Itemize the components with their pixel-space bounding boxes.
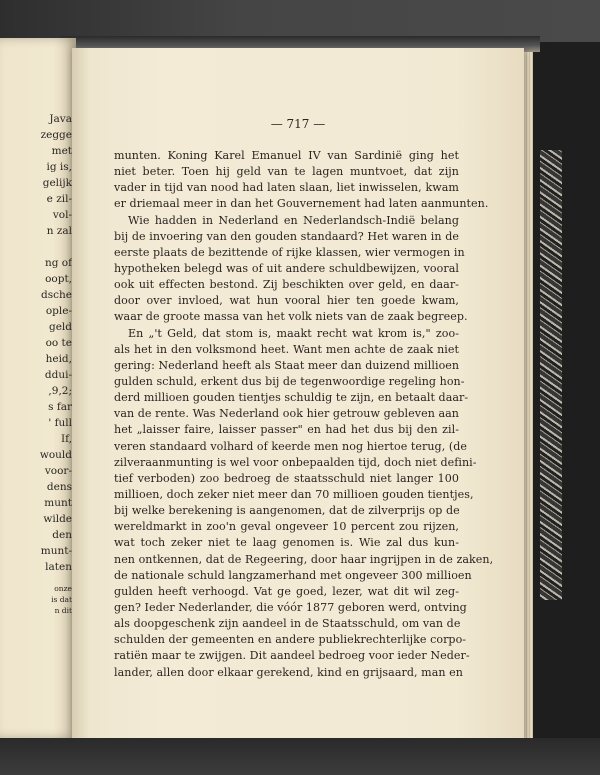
left-page-line: voor- xyxy=(44,465,72,477)
text-line: gen? Ieder Nederlander, die vóór 1877 geboren werd, ontving xyxy=(114,600,467,614)
left-page-line: ig is, xyxy=(46,161,72,173)
left-page-line: e zil- xyxy=(46,193,72,205)
left-page-line: met xyxy=(51,145,72,157)
text-line: derd millioen gouden tientjes schuldig te zijn, en betaalt daar- xyxy=(114,391,469,405)
left-page-line: munt- xyxy=(40,545,72,557)
text-line: vader in tijd van nood had laten slaan, liet inwisselen, kwam xyxy=(114,181,459,195)
left-page-line: s far xyxy=(48,401,72,413)
left-page-line: munt xyxy=(44,497,72,509)
marbled-edge xyxy=(540,150,562,600)
text-line: munten. Koning Karel Emanuel IV van Sardinië ging het xyxy=(114,149,459,162)
left-page-line: dsche xyxy=(41,289,72,301)
left-page-line: heid, xyxy=(45,353,72,365)
text-line: eerste plaats de bezittende of rijke klassen, wier vermogen in xyxy=(114,245,465,259)
left-page-line: vol- xyxy=(52,209,72,221)
text-line: lander, allen door elkaar gerekend, kind en grijsaard, man en xyxy=(114,665,463,679)
text-line: niet beter. Toen hij geld van te lagen muntvoet, dat zijn xyxy=(114,165,459,179)
text-line: het „laisser faire, laisser passer" en had het dus bij den zil- xyxy=(114,423,459,437)
left-page-line: ople- xyxy=(45,305,72,317)
left-page-line: Java xyxy=(49,113,72,125)
text-line: ratiën maar te zwijgen. Dit aandeel bedroeg voor ieder Neder- xyxy=(114,649,470,663)
body-text xyxy=(114,148,494,681)
left-page-line: ,9,2; xyxy=(48,385,72,397)
left-page-line: geld xyxy=(48,321,72,333)
left-page-line: den xyxy=(52,529,72,541)
text-line: En „'t Geld, dat stom is, maakt recht wat krom is," zoo- xyxy=(128,326,459,340)
text-line: millioen, doch zeker niet meer dan 70 millioen gouden tientjes, xyxy=(114,487,474,501)
text-line: als het in den volksmond heet. Want men achte de zaak niet xyxy=(114,342,459,356)
text-line: gering: Nederland heeft als Staat meer dan duizend millioen xyxy=(114,358,460,372)
left-page-line: oo te xyxy=(45,337,72,349)
text-line: veren standaard volhard of keerde men nog hiertoe terug, (de xyxy=(114,439,468,453)
left-page-line: ddui- xyxy=(44,369,72,381)
text-line: schulden der gemeenten en andere publiekrechterlijke corpo- xyxy=(114,633,467,647)
text-line: bij welke berekening is aangenomen, dat de zilverprijs op de xyxy=(114,504,460,518)
text-line: hypotheken belegd was of uit andere schuldbewijzen, vooral xyxy=(114,261,459,275)
text-line: waar de groote massa van het volk niets van de zaak begreep. xyxy=(114,310,468,324)
left-page-line: dens xyxy=(46,481,72,493)
left-page-line: zegge xyxy=(40,129,72,141)
left-page-line: ' full xyxy=(48,417,72,429)
left-page-line: oopt, xyxy=(45,273,72,285)
left-page-line: gelijk xyxy=(42,177,72,189)
text-line: zilveraanmunting is wel voor onbepaalden tijd, doch niet defini- xyxy=(114,455,477,469)
left-page-line: would xyxy=(39,449,72,461)
text-line: Wie hadden in Nederland en Nederlandsch-Indië belang xyxy=(128,213,459,227)
text-line: de nationale schuld langzamerhand met ongeveer 300 millioen xyxy=(114,568,472,582)
book-page xyxy=(72,48,524,740)
left-page-footnote-line: onze xyxy=(54,584,72,593)
text-line: nen ontkennen, dat de Regeering, door haar ingrijpen in de zaken, xyxy=(114,552,494,566)
left-page-footnote-line: n dit xyxy=(54,606,72,615)
page-number: — 717 — xyxy=(270,117,326,131)
left-page-line: If, xyxy=(61,433,72,445)
text-line: wereldmarkt in zoo'n geval ongeveer 10 percent zou rijzen, xyxy=(114,520,459,534)
text-line: gulden schuld, erkent dus bij de tegenwoordige regeling hon- xyxy=(114,374,465,388)
left-page-line: wilde xyxy=(43,513,72,525)
left-page-footnote-line: is dat xyxy=(51,595,72,604)
left-page-line: ng of xyxy=(44,257,72,269)
text-line: bij de invoering van den gouden standaard? Het waren in de xyxy=(114,229,459,243)
text-line: van de rente. Was Nederland ook hier getrouw gebleven aan xyxy=(114,407,459,421)
text-line: gulden heeft verhoogd. Vat ge goed, lezer, wat dit wil zeg- xyxy=(114,584,459,598)
scan-bottom xyxy=(0,738,600,775)
left-page-fragment xyxy=(0,38,76,738)
text-line: als doopgeschenk zijn aandeel in de Staatsschuld, om van de xyxy=(114,617,461,631)
text-line: wat toch zeker niet te laag genomen is. Wie zal dus kun- xyxy=(114,536,459,550)
text-line: ook uit effecten bestond. Zij beschikten over geld, en daar- xyxy=(114,278,459,292)
text-line: tief verboden) zoo bedroeg de staatsschuld niet langer 100 xyxy=(114,471,459,485)
text-line: door over invloed, wat hun vooral hier ten goede kwam, xyxy=(114,294,459,308)
left-page-line: laten xyxy=(45,561,72,573)
left-page-line: n zal xyxy=(46,225,72,237)
text-line: er driemaal meer in dan het Gouvernement had laten aanmunten. xyxy=(114,197,489,211)
